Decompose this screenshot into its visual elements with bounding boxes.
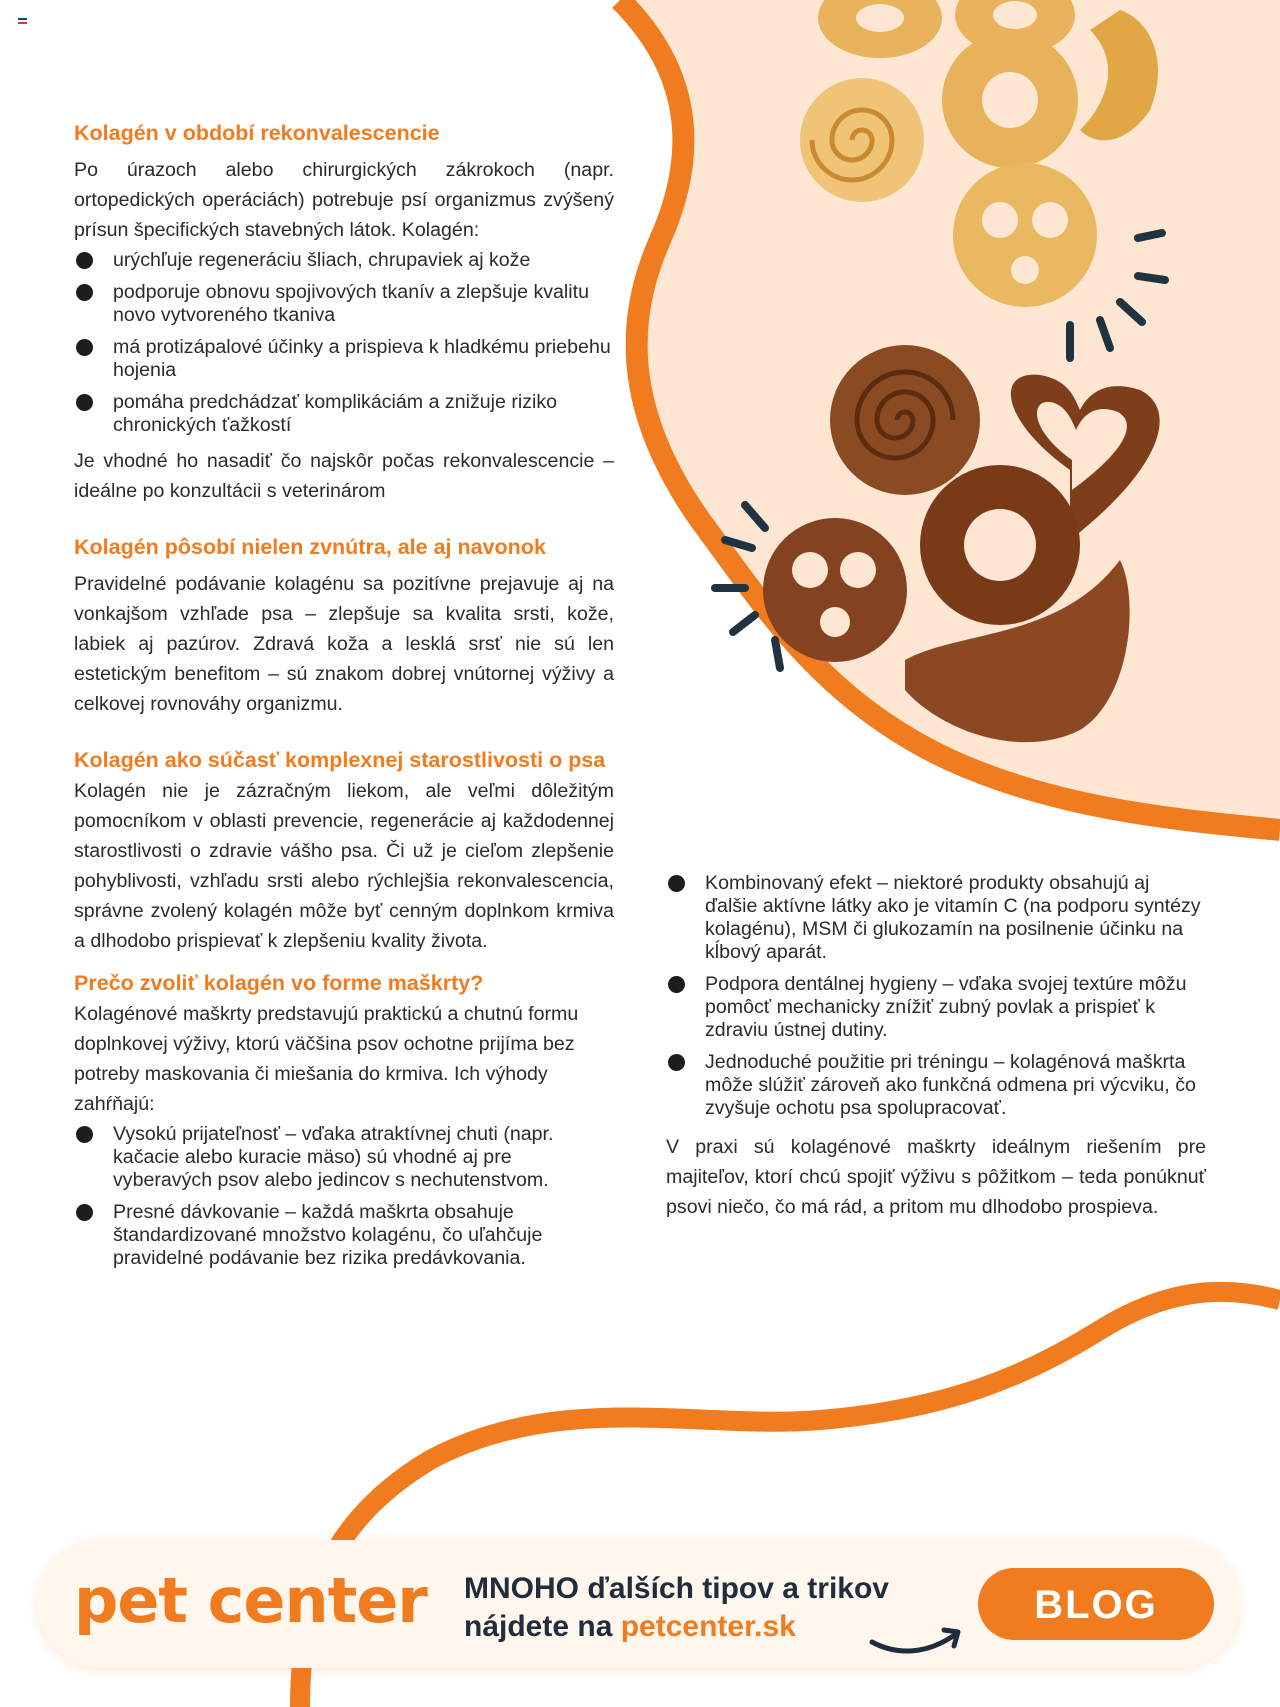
section-heading: Kolagén ako súčasť komplexnej starostlivosti o psa [74, 747, 606, 772]
section-heading: Prečo zvoliť kolagén vo forme maškrty? [74, 970, 484, 995]
bullet-icon [76, 394, 93, 411]
list-item-text: Vysokú prijateľnosť – vďaka atraktívnej chuti (napr. kačacie alebo kuracie mäso) sú vhodné aj pre vyberavých psov alebo jedincov s nechutenstvom. [113, 1122, 554, 1191]
paragraph: Je vhodné ho nasadiť čo najskôr počas rekonvalescencie – ideálne po konzultácii s veterinárom [74, 449, 614, 502]
bullet-icon [668, 976, 685, 993]
paragraph: Po úrazoch alebo chirurgických zákrokoch (napr. ortopedických operáciách) potrebuje psí organizmus zvýšený prísun špecifických stavebných látok. Kolagén: [74, 158, 614, 241]
section-outer-effect [74, 534, 614, 719]
left-column [74, 120, 614, 1279]
list-item-text: Kombinovaný efekt – niektoré produkty obsahujú aj ďalšie aktívne látky ako je vitamín C (na podporu syntézy kolagénu), MSM či glukozamín na posilnenie účinku na kĺbový aparát. [705, 872, 1201, 963]
promo-line: MNOHO ďalších tipov a trikov [464, 1572, 889, 1605]
paragraph: Kolagénové maškrty predstavujú praktickú a chutnú formu doplnkovej výživy, ktorú väčšina psov ochotne prijíma bez potreby maskovania či miešania do krmiva. Ich výhody zahŕňajú: [74, 1002, 579, 1115]
bullet-icon [76, 339, 93, 356]
bullet-list [74, 1123, 614, 1270]
footer-banner [38, 1540, 1240, 1668]
flag-icon [18, 18, 27, 27]
section-recovery [74, 120, 614, 506]
list-item-text: Jednoduché použitie pri tréningu – kolagénová maškrta môže slúžiť zároveň ako funkčná odmena pri výcviku, čo zvyšuje ochotu psa spolupracovať. [705, 1051, 1196, 1119]
paragraph: Kolagén nie je zázračným liekom, ale veľmi dôležitým pomocníkom v oblasti prevencie, regenerácie aj každodennej starostlivosti o zdravie vášho psa. Či už je cieľom zlepšenie pohyblivosti, vzhľadu srsti alebo rýchlejšia rekonvalescencia, správne zvolený kolagén môže byť cenným doplnkom krmiva a dlhodobo prispievať k zlepšeniu kvality života. [74, 779, 614, 952]
list-item [74, 1123, 614, 1192]
list-item [74, 1201, 614, 1270]
list-item [74, 281, 614, 327]
bullet-icon [76, 1126, 93, 1143]
list-item-text: pomáha predchádzať komplikáciám a znižuje riziko chronických ťažkostí [113, 390, 558, 436]
list-item [74, 336, 614, 382]
section-treat-form [74, 970, 614, 1270]
petcenter-link[interactable]: petcenter.sk [620, 1610, 796, 1643]
bullet-icon [76, 252, 93, 269]
list-item-text: urýchľuje regeneráciu šliach, chrupaviek aj kože [113, 248, 531, 271]
list-item [666, 1051, 1206, 1120]
list-item-text: Presné dávkovanie – každá maškrta obsahuje štandardizované množstvo kolagénu, čo uľahčuje pravidelné podávanie bez rizika predávkovania. [113, 1200, 543, 1269]
promo-prefix: nájdete na [464, 1610, 621, 1643]
bullet-icon [668, 875, 685, 892]
promo-line [464, 1608, 889, 1646]
section-complex-care [74, 747, 614, 956]
list-item-text: podporuje obnovu spojivových tkanív a zlepšuje kvalitu novo vytvoreného tkaniva [113, 280, 589, 326]
list-item [666, 872, 1206, 964]
blog-button[interactable]: BLOG [978, 1568, 1214, 1640]
promo-text [464, 1570, 889, 1646]
bullet-list [666, 872, 1206, 1120]
bullet-icon [76, 284, 93, 301]
list-item-text: Podpora dentálnej hygieny – vďaka svojej textúre môžu pomôcť mechanicky znížiť zubný povlak a prispieť k zdraviu ústnej dutiny. [705, 973, 1187, 1041]
section-heading: Kolagén v období rekonvalescencie [74, 121, 440, 145]
bullet-icon [668, 1054, 685, 1071]
list-item [74, 249, 614, 272]
section-heading: Kolagén pôsobí nielen zvnútra, ale aj navonok [74, 534, 546, 559]
paragraph: V praxi sú kolagénové maškrty ideálnym riešením pre majiteľov, ktorí chcú spojiť výživu s pôžitkom – teda ponúknuť psovi niečo, čo má rád, a pritom mu dlhodobo prospieva. [666, 1136, 1206, 1218]
petcenter-logo[interactable]: pet center [74, 1564, 427, 1637]
list-item [74, 391, 614, 437]
list-item-text: má protizápalové účinky a prispieva k hladkému priebehu hojenia [113, 335, 611, 381]
bullet-list [74, 249, 614, 437]
right-column [666, 868, 1206, 1222]
arrow-icon [868, 1620, 968, 1656]
paragraph: Pravidelné podávanie kolagénu sa pozitívne prejavuje aj na vonkajšom vzhľade psa – zlepšuje sa kvalita srsti, kože, labiek aj pazúrov. Zdravá koža a lesklá srsť nie sú len estetickým benefitom – sú znakom dobrej vnútornej výživy a celkovej rovnováhy organizmu. [74, 572, 614, 715]
bullet-icon [76, 1204, 93, 1221]
list-item [666, 973, 1206, 1042]
